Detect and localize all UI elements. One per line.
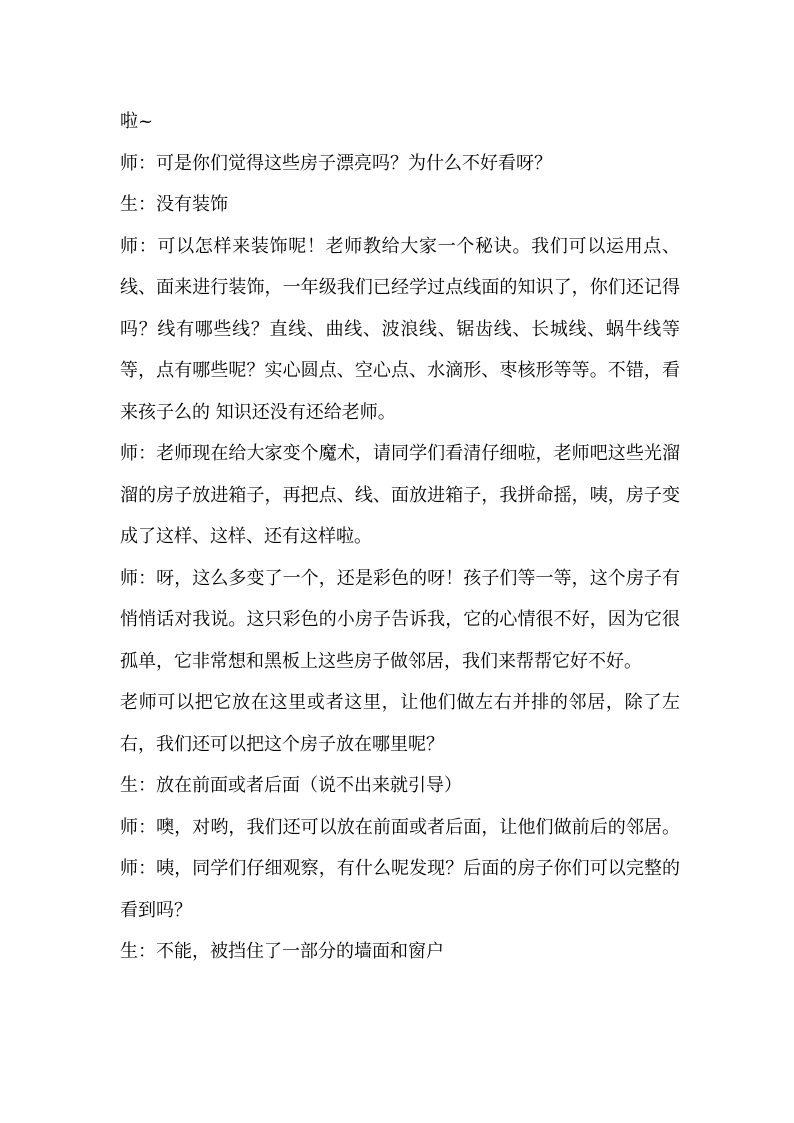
paragraph: 生：不能，被挡住了一部分的墙面和窗户 <box>120 941 444 962</box>
document-body <box>120 101 680 973</box>
paragraph: 老师可以把它放在这里或者这里，让他们做左右并排的邻居，除了左右，我们还可以把这个房子放在哪里呢？ <box>120 692 680 755</box>
paragraph: 生：放在前面或者后面（说不出来就引导） <box>120 775 462 796</box>
paragraph: 师：可以怎样来装饰呢！老师教给大家一个秘诀。我们可以运用点、线、面来进行装饰，一年级我们已经学过点线面的知识了，你们还记得吗？线有哪些线？直线、曲线、波浪线、锯齿线、长城线、蜗牛线等等，点有哪些呢？实心圆点、空心点、水滴形、枣核形等等。不错，看来孩子么的 知识还没有还给老师。 <box>120 235 680 423</box>
paragraph: 师：呀，这么多变了一个，还是彩色的呀！孩子们等一等，这个房子有悄悄话对我说。这只彩色的小房子告诉我，它的心情很不好，因为它很孤单，它非常想和黑板上这些房子做邻居，我们来帮帮它好不好。 <box>120 567 680 672</box>
paragraph: 生：没有装饰 <box>120 194 228 215</box>
paragraph: 师：老师现在给大家变个魔术，请同学们看清仔细啦，老师吧这些光溜溜的房子放进箱子，再把点、线、面放进箱子，我拼命摇，咦，房子变成了这样、这样、还有这样啦。 <box>120 443 680 547</box>
paragraph: 师：噢，对哟，我们还可以放在前面或者后面，让他们做前后的邻居。师：咦，同学们仔细观察，有什么呢发现？后面的房子你们可以完整的看到吗？ <box>120 816 680 921</box>
paragraph: 师：可是你们觉得这些房子漂亮吗？为什么不好看呀？ <box>120 152 552 174</box>
paragraph: 啦~ <box>120 111 154 132</box>
